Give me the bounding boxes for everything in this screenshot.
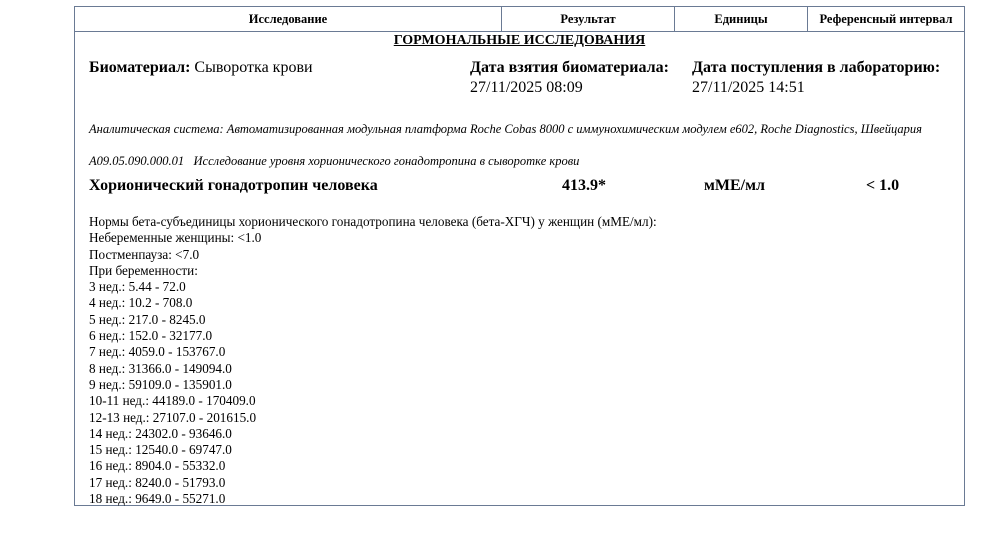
test-code: A09.05.090.000.01 bbox=[89, 154, 185, 168]
notes-postmenopause: Постменпауза: <7.0 bbox=[89, 246, 200, 262]
header-units-column: Единицы bbox=[675, 7, 808, 31]
notes-pregnancy-header: При беременности: bbox=[89, 262, 198, 278]
specimen-block bbox=[89, 59, 313, 77]
header-reference-column: Референсный интервал bbox=[819, 12, 953, 26]
received-date-value: 27/11/2025 14:51 bbox=[692, 79, 805, 96]
reference-notes bbox=[89, 214, 657, 507]
test-result: 413.9* bbox=[562, 177, 606, 194]
notes-nonpregnant: Небеременные женщины: <1.0 bbox=[89, 230, 262, 246]
notes-week-row: 3 нед.: 5.44 - 72.0 bbox=[89, 279, 186, 295]
notes-title: Нормы бета-субъединицы хорионического гонадотропина человека (бета-ХГЧ) у женщин (мМЕ/мл): bbox=[89, 214, 657, 229]
collection-date-label: Дата взятия биоматериала: bbox=[470, 59, 669, 76]
notes-week-row: 18 нед.: 9649.0 - 55271.0 bbox=[89, 491, 226, 507]
test-code-description: Исследование уровня хорионического гонадотропина в сыворотке крови bbox=[193, 154, 580, 168]
notes-week-row: 12-13 нед.: 27107.0 - 201615.0 bbox=[89, 409, 257, 425]
notes-week-row: 6 нед.: 152.0 - 32177.0 bbox=[89, 328, 213, 344]
notes-week-row: 16 нед.: 8904.0 - 55332.0 bbox=[89, 458, 226, 474]
notes-week-row: 15 нед.: 12540.0 - 69747.0 bbox=[89, 442, 232, 458]
test-units: мМЕ/мл bbox=[704, 177, 765, 194]
header-test-column: Исследование bbox=[75, 7, 502, 31]
notes-week-row: 17 нед.: 8240.0 - 51793.0 bbox=[89, 474, 226, 490]
test-name: Хорионический гонадотропин человека bbox=[89, 177, 378, 194]
collection-date-value: 27/11/2025 08:09 bbox=[470, 79, 583, 96]
test-reference: < 1.0 bbox=[866, 177, 900, 194]
notes-week-row: 10-11 нед.: 44189.0 - 170409.0 bbox=[89, 393, 256, 409]
header-result-column: Результат bbox=[502, 7, 675, 31]
notes-week-row: 7 нед.: 4059.0 - 153767.0 bbox=[89, 344, 226, 360]
notes-week-row: 8 нед.: 31366.0 - 149094.0 bbox=[89, 360, 232, 376]
notes-week-row: 5 нед.: 217.0 - 8245.0 bbox=[89, 311, 206, 327]
notes-week-row: 4 нед.: 10.2 - 708.0 bbox=[89, 295, 193, 311]
received-date-label: Дата поступления в лабораторию: bbox=[692, 59, 941, 76]
analyzer-description: Аналитическая система: Автоматизированная модульная платформа Roche Cobas 8000 с иммунохимическим модулем e602, Roche Diagnostics, Швейцария bbox=[89, 122, 922, 136]
lab-report-frame bbox=[74, 6, 965, 506]
notes-week-row: 14 нед.: 24302.0 - 93646.0 bbox=[89, 425, 232, 441]
section-title: ГОРМОНАЛЬНЫЕ ИССЛЕДОВАНИЯ bbox=[393, 33, 646, 48]
specimen-value: Сыворотка крови bbox=[194, 59, 313, 76]
table-header bbox=[75, 7, 964, 32]
specimen-label: Биоматериал: bbox=[89, 59, 191, 76]
notes-week-row: 9 нед.: 59109.0 - 135901.0 bbox=[89, 376, 232, 392]
test-code-line bbox=[89, 154, 579, 169]
